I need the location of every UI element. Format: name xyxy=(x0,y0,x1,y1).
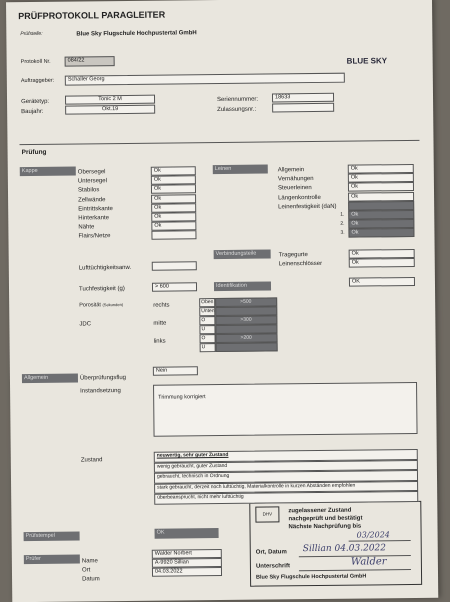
dhv-badge: DHV xyxy=(255,506,279,522)
protocol-sheet xyxy=(6,0,438,602)
ueberpruefungsflug-field: Nein xyxy=(153,366,198,375)
leinenfestigkeit-list xyxy=(6,0,432,2)
mitte-label: mitte xyxy=(153,320,167,327)
porositaet-label: Porosität (Sekunden) xyxy=(79,302,124,309)
leinen-item-label: Leinenfestigkeit (daN) xyxy=(278,203,337,211)
leinen-list xyxy=(6,0,432,2)
zustand-options xyxy=(6,0,432,2)
leinen-item-label: Längenkontrolle xyxy=(278,194,321,201)
kappe-item-label: Eintrittskante xyxy=(78,205,113,213)
porositaet-links-unten xyxy=(216,342,278,352)
signature-underline xyxy=(299,569,411,571)
leinen-item-label: Allgemein xyxy=(277,167,305,174)
leinen-item-value xyxy=(348,201,414,211)
o-cell-links: O xyxy=(199,334,215,343)
kappe-item-label: Untersegel xyxy=(77,178,107,185)
lufttuechtigkeit-label: Lufttüchtigkeitsanw. xyxy=(78,264,132,272)
zulassung-label: Zulassungsnr.: xyxy=(217,106,257,114)
kappe-item-label: Stabilos xyxy=(77,187,100,194)
baujahr-label: Baujahr: xyxy=(21,108,44,116)
festigkeit-row-value: Ok xyxy=(348,219,414,229)
kappe-item-value: Ok xyxy=(151,185,196,194)
datum-label: Datum xyxy=(82,576,100,583)
tuchfestigkeit-field: > 600 xyxy=(152,282,197,291)
festigkeit-row-number: 1. xyxy=(340,211,345,218)
baujahr-field: Okt.19 xyxy=(65,105,155,115)
zustand-option: stark gebraucht, derzeit noch lufttüchtig, Materialkontrolle in kurzen Abständen empfohlen xyxy=(154,480,418,493)
leinen-item-value: Ok xyxy=(348,182,414,192)
inspection-stamp xyxy=(249,501,422,587)
festigkeit-row-value: Ok xyxy=(348,210,414,220)
zustand-label: Zustand xyxy=(80,457,103,464)
pruefer-label: Prüfer xyxy=(24,554,80,564)
datum-field: 04.03.2022 xyxy=(152,567,222,577)
pruefstelle-label: Prüfstelle: xyxy=(20,30,43,38)
festigkeit-row-number: 2. xyxy=(340,220,345,227)
oben-cell: Oben xyxy=(199,298,215,307)
leinen-item-label: Steuerleinen xyxy=(277,185,312,192)
kappe-item-label: Nähte xyxy=(78,224,95,231)
porositaet-mitte-oben: >300 xyxy=(215,315,277,325)
links-label: links xyxy=(153,338,166,345)
geraetetyp-label: Gerätetyp: xyxy=(21,98,50,106)
tuchfestigkeit-label: Tuchfestigkeit (g) xyxy=(78,286,125,293)
zustand-option: neuwertig, sehr guter Zustand xyxy=(154,449,418,462)
date-underline xyxy=(349,540,411,541)
zustand-option: wenig gebraucht, guter Zustand xyxy=(154,459,418,472)
instandsetzung-label: Instandsetzung xyxy=(80,388,121,395)
seriennummer-label: Seriennummer: xyxy=(217,96,259,104)
leinen-label: Leinen xyxy=(213,164,268,174)
zustand-option: gebraucht, technisch in Ordnung xyxy=(154,470,418,483)
divider xyxy=(19,140,419,145)
next-inspection-date: 03/2024 xyxy=(356,530,390,540)
festigkeit-row-value: Ok xyxy=(348,228,414,238)
stamp-line-1: zugelassener Zustand xyxy=(288,507,352,515)
u-cell-mitte: U xyxy=(199,325,215,334)
kappe-item-label: Flairs/Netze xyxy=(78,233,111,240)
ort-datum-label: Ort, Datum xyxy=(255,549,287,556)
leinen-item-value: Ok xyxy=(348,164,414,174)
jdc-label: JDC xyxy=(79,321,92,328)
porositaet-links-oben: >200 xyxy=(215,333,277,343)
auftraggeber-label: Auftraggeber: xyxy=(20,77,55,85)
pruefstempel-field: OK xyxy=(155,528,219,539)
ort-field: A-9920 Sillian xyxy=(152,558,222,568)
verbindung-item-label: Tragegurte xyxy=(278,252,308,259)
verbindung-item-value: Ok xyxy=(349,249,415,259)
pruefstempel-label: Prüfstempel xyxy=(24,531,80,541)
porositaet-rechts-oben: >500 xyxy=(215,297,277,307)
leinen-item-label: Vernähungen xyxy=(277,176,314,183)
identifikation-label: Identifikation xyxy=(214,281,271,291)
stamp-line-3: Nächste Nachprüfung bis xyxy=(288,523,362,531)
u-cell-links: U xyxy=(200,343,216,352)
geraetetyp-field: Tonic 2 M xyxy=(65,95,155,105)
verbindungsteile-label: Verbindungsteile xyxy=(214,249,271,259)
unterschrift-label: Unterschrift xyxy=(255,563,290,570)
kappe-item-value: Ok xyxy=(151,194,196,203)
stamp-company: Blue Sky Flugschule Hochpustertal GmbH xyxy=(256,573,367,581)
identifikation-field: OK xyxy=(349,277,415,287)
kappe-item-value: Ok xyxy=(151,175,196,184)
instandsetzung-field: Trimmung korrigiert xyxy=(153,382,418,437)
unten-cell: Unten xyxy=(199,307,215,316)
leinen-item-value: Ok xyxy=(348,173,414,183)
pruefstelle-value: Blue Sky Flugschule Hochpustertal GmbH xyxy=(76,30,197,38)
ort-datum-handwritten: Sillian 04.03.2022 xyxy=(302,543,387,555)
allgemein-label: Allgemein xyxy=(22,373,78,383)
kappe-item-value: Ok xyxy=(151,203,196,212)
protokoll-field: 084/22 xyxy=(65,56,115,67)
kappe-item-label: Zellwände xyxy=(78,196,106,204)
name-label: Name xyxy=(81,558,98,565)
zustand-option: überbeansprucht, nicht mehr lufttüchtig xyxy=(154,491,418,504)
verbindungsteile-list xyxy=(6,0,432,2)
verbindung-item-label: Leinenschlösser xyxy=(278,261,323,268)
kappe-list xyxy=(6,0,432,2)
kappe-item-value: Ok xyxy=(151,166,196,175)
seriennummer-field: 18633 xyxy=(272,93,334,103)
o-cell-mitte: O xyxy=(199,316,215,325)
signature: Walder xyxy=(350,556,387,568)
pruefung-heading: Prüfung xyxy=(21,148,47,157)
kappe-item-value: Ok xyxy=(151,212,196,221)
ueberpruefungsflug-label: Überprüfungsflug xyxy=(79,374,127,382)
festigkeit-row-number: 3. xyxy=(340,230,345,237)
auftraggeber-field: Schaller Georg xyxy=(65,73,345,86)
leinen-item-value: Ok xyxy=(348,192,414,202)
page-title: PRÜFPROTOKOLL PARAGLEITER xyxy=(18,9,166,22)
zulassung-field xyxy=(272,103,334,113)
kappe-item-label: Hinterkante xyxy=(78,215,109,222)
name-field: Walder Norbert xyxy=(152,549,222,559)
protokoll-label: Protokoll Nr. xyxy=(20,58,51,66)
verbindung-item-value: Ok xyxy=(349,258,415,268)
ort-label: Ort xyxy=(81,567,91,574)
lufttuechtigkeit-field xyxy=(152,261,197,270)
kappe-item-value: Ok xyxy=(151,221,196,230)
kappe-item-label: Obersegel xyxy=(77,169,106,176)
kappe-label: Kappe xyxy=(20,167,76,177)
stamp-line-2: nachgeprüft und bestätigt xyxy=(288,515,363,523)
rechts-label: rechts xyxy=(153,302,170,309)
blue-sky-logo: BLUE SKY xyxy=(346,56,388,66)
kappe-item-value xyxy=(151,231,196,240)
